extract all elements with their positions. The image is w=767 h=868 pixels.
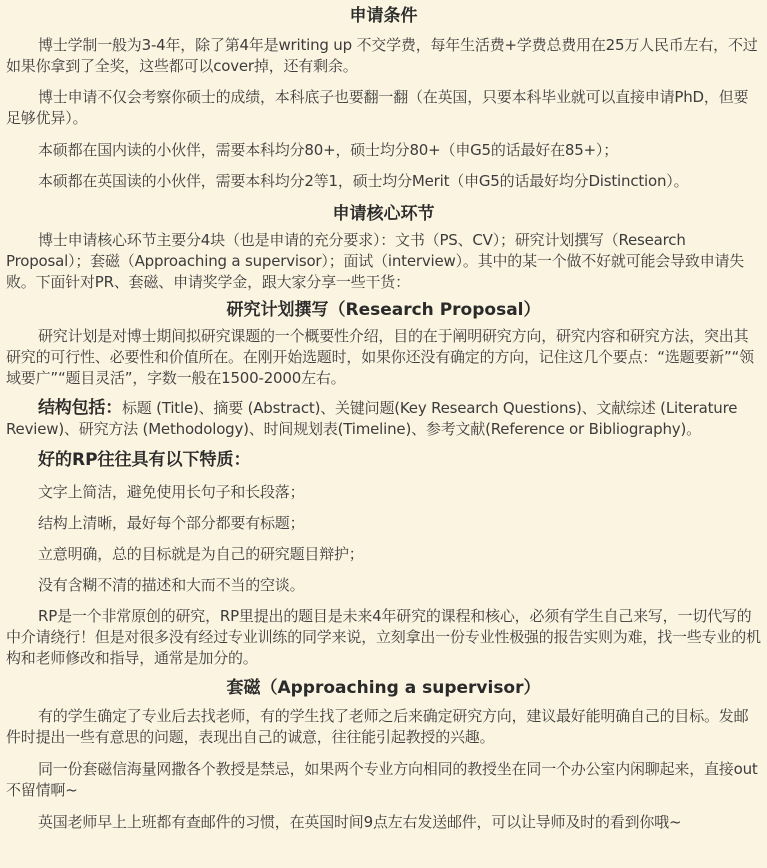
quality-item-2: 结构上清晰，最好每个部分都要有标题； — [38, 514, 305, 532]
paragraph-conditions-4: 本硕都在英国读的小伙伴，需要本科均分2等1，硕士均分Merit（申G5的话最好均分Distinction）。 — [38, 172, 689, 190]
structure-text: 标题 (Title)、摘要 (Abstract)、关键问题(Key Research Questions)、文献综述 (Literature Review)、研究方法 (Methodology)、时间规划表(Timeline)、参考文献(Reference or Bibliography)。 — [6, 399, 738, 438]
paragraph-rp-structure — [6, 398, 761, 440]
quality-item-1: 文字上简洁，避免使用长句子和长段落； — [38, 483, 305, 501]
section-title-approach: 套磁（Approaching a supervisor） — [226, 678, 541, 698]
paragraph-conditions-3: 本硕都在国内读的小伙伴，需要本科均分80+，硕士均分80+（申G5的话最好在85+）； — [38, 141, 619, 159]
paragraph-rp-1: 研究计划是对博士期间拟研究课题的一个概要性介绍，目的在于阐明研究方向，研究内容和研究方法，突出其研究的可行性、必要性和价值所在。在刚开始选题时，如果你还没有确定的方向，记住这几个要点：“选题要新”“领域要广”“题目灵活”，字数一般在1500-2000左右。 — [6, 327, 754, 387]
quality-item-4: 没有含糊不清的描述和大而不当的空谈。 — [38, 576, 305, 594]
paragraph-conditions-1: 博士学制一般为3-4年，除了第4年是writing up 不交学费，每年生活费+学费总费用在25万人民币左右，不过如果你拿到了全奖，这些都可以cover掉，还有剩余。 — [6, 36, 758, 75]
paragraph-approach-2: 同一份套磁信海量网撒各个教授是禁忌，如果两个专业方向相同的教授坐在同一个办公室内闲聊起来，直接out不留情啊~ — [6, 760, 758, 799]
structure-lead: 结构包括： — [38, 398, 122, 418]
paragraph-core-1: 博士申请核心环节主要分4块（也是申请的充分要求）：文书（PS、CV）；研究计划撰写（Research Proposal）；套磁（Approaching a supervisor）；面试（interview）。其中的某一个做不好就可能会导致申请失败。下面针对PR、套磁、申请奖学金，跟大家分享一些干货： — [6, 231, 745, 291]
paragraph-approach-3: 英国老师早上上班都有查邮件的习惯，在英国时间9点左右发送邮件，可以让导师及时的看到你哦~ — [38, 813, 682, 831]
qualities-title: 好的RP往往具有以下特质： — [38, 450, 251, 470]
section-title-rp: 研究计划撰写（Research Proposal） — [226, 300, 541, 320]
section-title-conditions: 申请条件 — [349, 6, 418, 26]
quality-item-3: 立意明确，总的目标就是为自己的研究题目辩护； — [38, 545, 364, 563]
section-title-core: 申请核心环节 — [332, 204, 435, 224]
paragraph-approach-1: 有的学生确定了专业后去找老师，有的学生找了老师之后来确定研究方向，建议最好能明确自己的目标。发邮件时提出一些有意思的问题，表现出自己的诚意，往往能引起教授的兴趣。 — [6, 707, 749, 746]
paragraph-rp-2: RP是一个非常原创的研究，RP里提出的题目是未来4年研究的课程和核心，必须有学生自己来写，一切代写的中介请绕行！但是对很多没有经过专业训练的同学来说，立刻拿出一份专业性极强的报告实则为难，找一些专业的机构和老师修改和指导，通常是加分的。 — [6, 607, 761, 667]
paragraph-conditions-2: 博士申请不仅会考察你硕士的成绩，本科底子也要翻一翻（在英国，只要本科毕业就可以直接申请PhD，但要足够优异）。 — [6, 88, 749, 127]
